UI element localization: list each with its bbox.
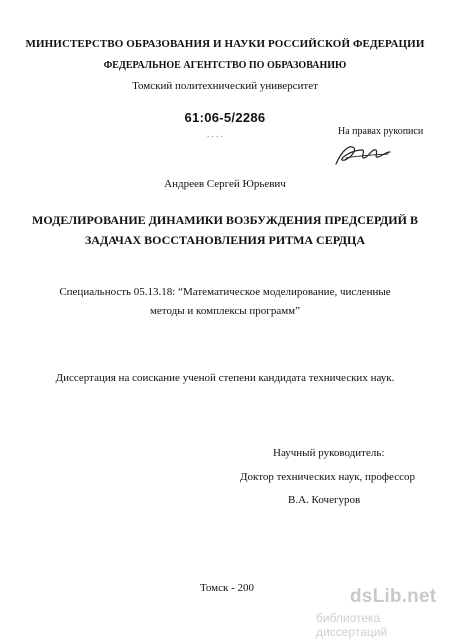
agency-heading: ФЕДЕРАЛЬНОЕ АГЕНТСТВО ПО ОБРАЗОВАНИЮ	[103, 60, 347, 71]
registration-code: 61:06-5/2286	[184, 110, 266, 125]
dissertation-title	[0, 210, 450, 250]
specialty-line-2: методы и комплексы программ”	[149, 305, 301, 317]
city-year: Томск - 200	[200, 582, 255, 594]
supervisor-name: В.А. Кочегуров	[288, 494, 361, 506]
author-name: Андреев Сергей Юрьевич	[164, 178, 286, 190]
supervisor-degree: Доктор технических наук, профессор	[240, 471, 415, 483]
registration-dots: . . . .	[207, 129, 223, 139]
watermark-subtitle: библиотека диссертаций	[316, 611, 388, 639]
university-name: Томский политехнический университет	[132, 80, 318, 92]
ministry-heading: МИНИСТЕРСТВО ОБРАЗОВАНИЯ И НАУКИ РОССИЙСКОЙ ФЕДЕРАЦИИ	[25, 38, 425, 50]
title-line-1: МОДЕЛИРОВАНИЕ ДИНАМИКИ ВОЗБУЖДЕНИЯ ПРЕДСЕРДИЙ В	[32, 213, 418, 227]
specialty-line-1: Специальность 05.13.18: “Математическое моделирование, численные	[59, 286, 391, 298]
rights-note: На правах рукописи	[338, 126, 424, 137]
handwritten-signature	[332, 140, 392, 168]
supervisor-label: Научный руководитель:	[273, 447, 385, 459]
title-line-2: ЗАДАЧАХ ВОССТАНОВЛЕНИЯ РИТМА СЕРДЦА	[84, 233, 366, 247]
watermark-logo: dsLib.net	[350, 586, 437, 607]
specialty-block	[40, 283, 410, 321]
dissertation-note: Диссертация на соискание ученой степени кандидата технических наук.	[55, 372, 395, 384]
